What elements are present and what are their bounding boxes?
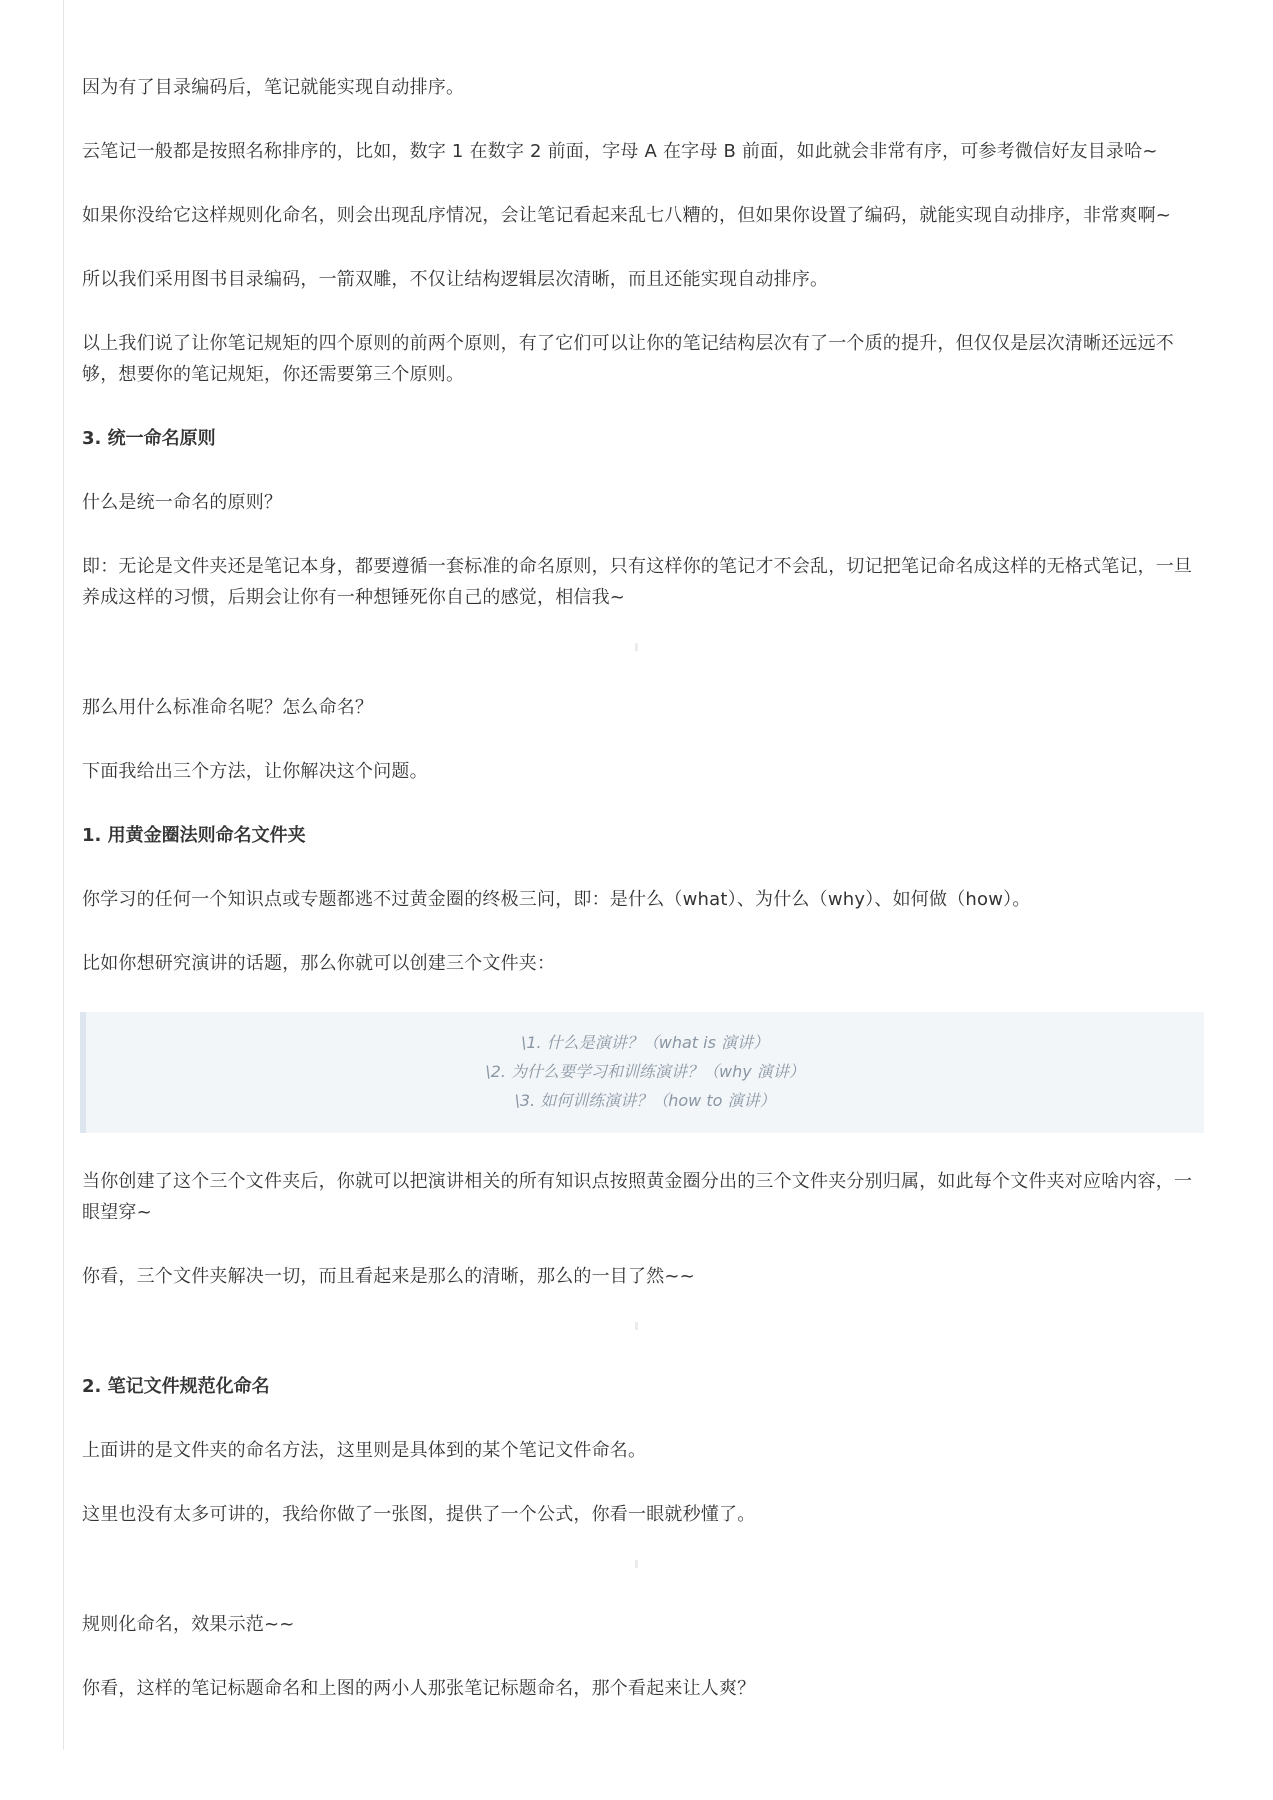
- paragraph: 你看，三个文件夹解决一切，而且看起来是那么的清晰，那么的一目了然~~: [82, 1266, 695, 1287]
- paragraph: 即：无论是文件夹还是笔记本身，都要遵循一套标准的命名原则，只有这样你的笔记才不会乱，切记把笔记命名成这样的无格式笔记，一旦养成这样的习惯，后期会让你有一种想锤死你自己的感觉，相信我~: [82, 556, 1193, 608]
- blockquote: [80, 1012, 1204, 1133]
- paragraph: 下面我给出三个方法，让你解决这个问题。: [82, 761, 428, 782]
- paragraph: 规则化命名，效果示范~~: [82, 1614, 295, 1635]
- image-placeholder: [82, 1312, 1197, 1338]
- paragraph: 所以我们采用图书目录编码，一箭双雕，不仅让结构逻辑层次清晰，而且还能实现自动排序。: [82, 269, 829, 290]
- quote-line: \1. 什么是演讲？（what is 演讲）: [520, 1033, 769, 1052]
- section-heading: 2. 笔记文件规范化命名: [82, 1376, 270, 1397]
- paragraph: 如果你没给它这样规则化命名，则会出现乱序情况，会让笔记看起来乱七八糟的，但如果你设置了编码，就能实现自动排序，非常爽啊~: [82, 205, 1172, 226]
- paragraph: 那么用什么标准命名呢？怎么命名？: [82, 697, 374, 718]
- document-body: [82, 72, 1197, 1737]
- paragraph: 你学习的任何一个知识点或专题都逃不过黄金圈的终极三问，即：是什么（what）、为什么（why）、如何做（how）。: [82, 889, 1031, 910]
- section-heading: 3. 统一命名原则: [82, 428, 216, 449]
- image-placeholder: [82, 1550, 1197, 1576]
- image-placeholder: [82, 633, 1197, 659]
- quote-line: \3. 如何训练演讲？（how to 演讲）: [514, 1091, 776, 1110]
- paragraph: 这里也没有太多可讲的，我给你做了一张图，提供了一个公式，你看一眼就秒懂了。: [82, 1504, 756, 1525]
- paragraph: 什么是统一命名的原则？: [82, 492, 283, 513]
- paragraph: 因为有了目录编码后，笔记就能实现自动排序。: [82, 77, 465, 98]
- paragraph: 当你创建了这个三个文件夹后，你就可以把演讲相关的所有知识点按照黄金圈分出的三个文件夹分别归属，如此每个文件夹对应啥内容，一眼望穿~: [82, 1171, 1193, 1223]
- paragraph: 上面讲的是文件夹的命名方法，这里则是具体到的某个笔记文件命名。: [82, 1440, 647, 1461]
- paragraph: 云笔记一般都是按照名称排序的，比如，数字 1 在数字 2 前面，字母 A 在字母 B 前面，如此就会非常有序，可参考微信好友目录哈~: [82, 141, 1158, 162]
- paragraph: 比如你想研究演讲的话题，那么你就可以创建三个文件夹：: [82, 953, 556, 974]
- image-placeholder-mark: [635, 1322, 638, 1330]
- paragraph: 你看，这样的笔记标题命名和上图的两小人那张笔记标题命名，那个看起来让人爽？: [82, 1678, 756, 1699]
- paragraph: 以上我们说了让你笔记规矩的四个原则的前两个原则，有了它们可以让你的笔记结构层次有了一个质的提升，但仅仅是层次清晰还远远不够，想要你的笔记规矩，你还需要第三个原则。: [82, 333, 1174, 385]
- page-left-rule: [63, 0, 64, 1750]
- quote-line: \2. 为什么要学习和训练演讲？（why 演讲）: [485, 1062, 805, 1081]
- section-heading: 1. 用黄金圈法则命名文件夹: [82, 825, 306, 846]
- image-placeholder-mark: [635, 643, 638, 651]
- image-placeholder-mark: [635, 1560, 638, 1568]
